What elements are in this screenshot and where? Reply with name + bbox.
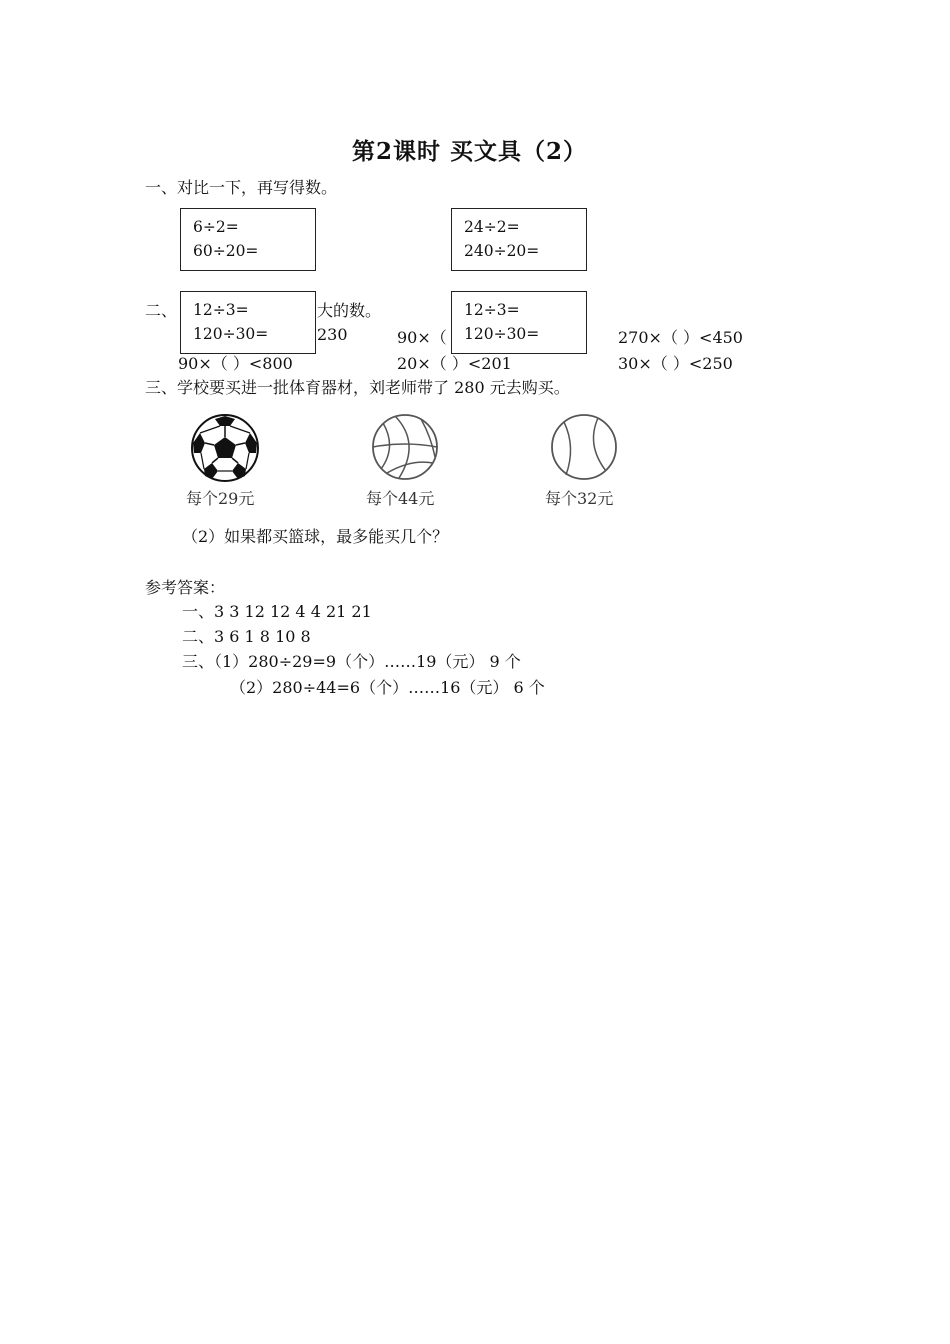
section2-heading-start: 二、 (145, 301, 178, 320)
division-box-2-line2: 240÷20= (464, 242, 540, 260)
answers-heading: 参考答案： (145, 578, 226, 597)
soccer-ball-icon (190, 413, 260, 483)
row1-item2: 90×（ (397, 328, 447, 347)
answer-line-4: （2）280÷44=6（个）……16（元） 6 个 (230, 678, 545, 697)
answer-line-2: 二、3 6 1 8 10 8 (182, 627, 311, 646)
division-box-3-line2: 120÷30= (193, 325, 269, 343)
answer-line-3: 三、（1）280÷29=9（个）……19（元） 9 个 (182, 652, 521, 671)
tennis-ball-icon (550, 413, 618, 481)
division-box-4-line2: 120÷30= (464, 325, 540, 343)
row1-item3: 270×（ ）<450 (618, 328, 743, 347)
question-2: （2）如果都买篮球，最多能买几个？ (182, 527, 449, 546)
section1-heading: 一、对比一下，再写得数。 (145, 178, 338, 197)
page-title: 第2课时 买文具（2） (352, 138, 588, 165)
basketball-icon (371, 413, 439, 481)
tennis-ball-price: 每个32元 (545, 489, 614, 508)
division-box-3 (180, 291, 316, 354)
row2-item3: 30×（ ）<250 (618, 354, 733, 373)
division-box-2 (451, 208, 587, 271)
division-box-1-line2: 60÷20= (193, 242, 259, 260)
division-box-1 (180, 208, 316, 271)
row1-item1-tail: 230 (317, 325, 348, 344)
division-box-3-line1: 12÷3= (193, 301, 249, 319)
soccer-ball-price: 每个29元 (186, 489, 255, 508)
division-box-2-line1: 24÷2= (464, 218, 520, 236)
answer-line-1: 一、3 3 12 12 4 4 21 21 (182, 602, 372, 621)
division-box-4-line1: 12÷3= (464, 301, 520, 319)
division-box-4 (451, 291, 587, 354)
section2-heading-tail: 大的数。 (317, 301, 382, 320)
row2-item1: 90×（ ）<800 (178, 354, 293, 373)
section3-heading: 三、学校要买进一批体育器材，刘老师带了 280 元去购买。 (145, 378, 570, 397)
basketball-price: 每个44元 (366, 489, 435, 508)
division-box-1-line1: 6÷2= (193, 218, 239, 236)
row2-item2: 20×（ ）<201 (397, 354, 512, 373)
